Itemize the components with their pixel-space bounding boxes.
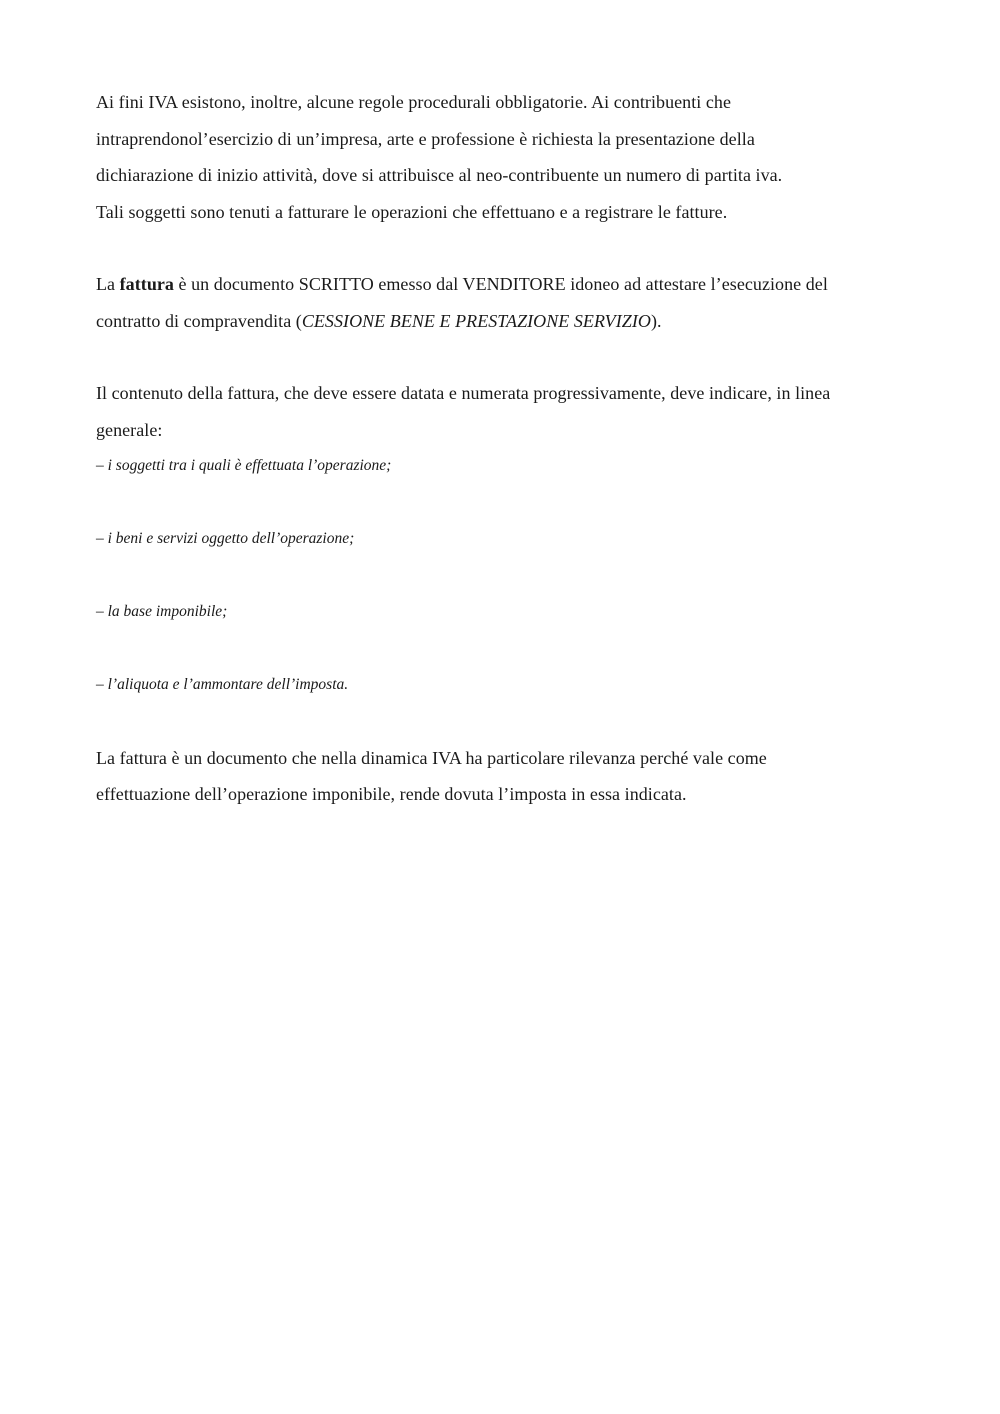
text-line: intraprendonol’esercizio di un’impresa, arte e professione è richiesta la presentazione della [96, 128, 755, 149]
list-item: – i soggetti tra i quali è effettuata l’operazione; [96, 457, 392, 474]
italic-term: CESSIONE BENE E PRESTAZIONE SERVIZIO [301, 310, 651, 331]
paragraph-fattura-content [96, 375, 916, 448]
paragraph-spacer [96, 339, 916, 375]
fattura-requirements-list [96, 448, 916, 704]
text-segment: è un documento SCRITTO emesso dal VENDITORE idoneo ad attestare l’esecuzione del [173, 274, 828, 294]
text-line [96, 266, 916, 303]
list-spacer [96, 485, 916, 522]
list-item: – i beni e servizi oggetto dell’operazione; [96, 530, 355, 547]
paragraph-spacer [96, 704, 916, 740]
paragraph-fattura-definition [96, 266, 916, 339]
text-line: Il contenuto della fattura, che deve essere datata e numerata progressivamente, deve indicare, in linea [96, 383, 831, 403]
text-line: Tali soggetti sono tenuti a fatturare le operazioni che effettuano e a registrare le fatture. [96, 201, 728, 222]
text-line: dichiarazione di inizio attività, dove si attribuisce al neo-contribuente un numero di partita iva. [96, 165, 783, 185]
document-page [96, 84, 916, 813]
text-line [96, 303, 916, 340]
paragraph-iva-rules [96, 84, 916, 230]
text-segment: contratto di compravendita ( [96, 310, 302, 331]
text-line: La fattura è un documento che nella dinamica IVA ha particolare rilevanza perché vale come [96, 747, 767, 768]
list-spacer [96, 558, 916, 595]
text-line: Ai fini IVA esistono, inoltre, alcune regole procedurali obbligatorie. Ai contribuenti che [96, 92, 731, 112]
list-spacer [96, 631, 916, 668]
text-line: effettuazione dell’operazione imponibile, rende dovuta l’imposta in essa indicata. [96, 784, 687, 804]
list-item: – la base imponibile; [96, 603, 228, 620]
bold-term-fattura: fattura [119, 274, 174, 294]
text-segment: La [96, 274, 120, 294]
paragraph-spacer [96, 230, 916, 266]
text-line: generale: [96, 419, 163, 440]
paragraph-fattura-relevance [96, 740, 916, 813]
list-item: – l’aliquota e l’ammontare dell’imposta. [96, 676, 349, 693]
text-segment: ). [650, 310, 662, 331]
